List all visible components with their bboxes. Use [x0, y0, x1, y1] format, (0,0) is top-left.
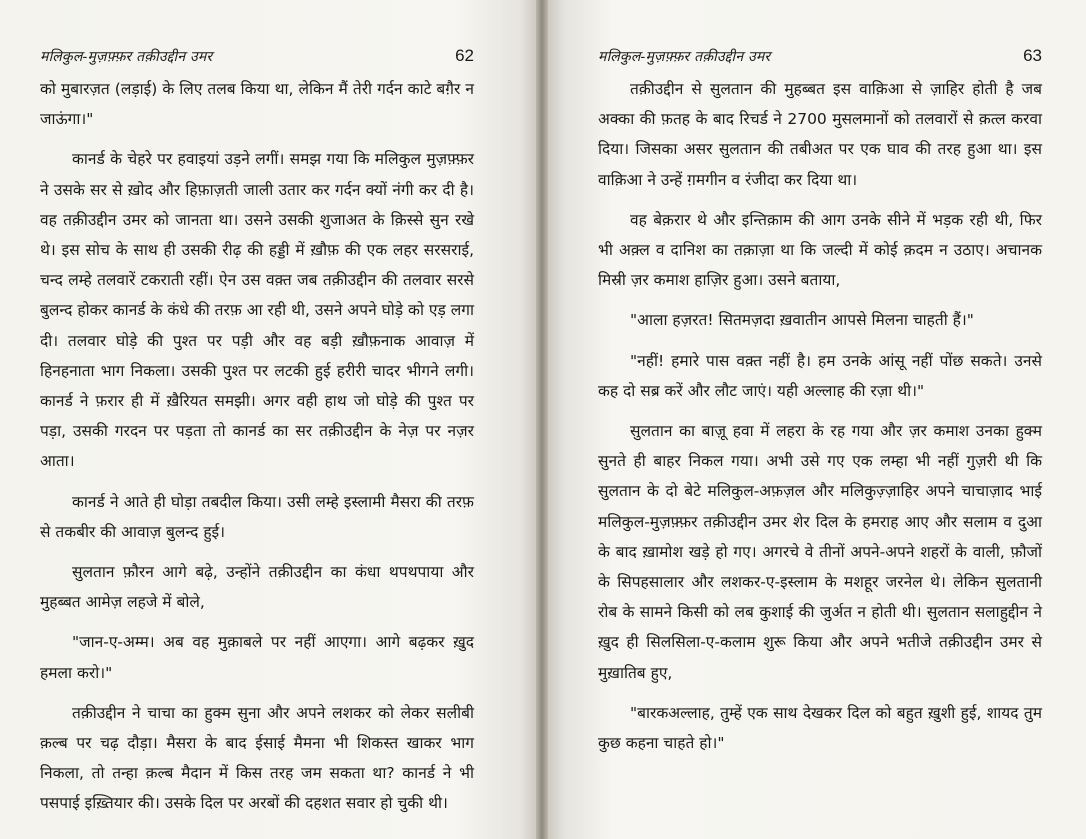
left-running-head: मलिकुल-मुज़फ़्फ़र तक़ीउद्दीन उमर: [40, 49, 213, 65]
right-paragraph-3: "आला हज़रत! सितमज़दा ख़वातीन आपसे मिलना चाहती हैं।": [630, 311, 974, 330]
book-gutter: [536, 0, 548, 839]
left-paragraph-4: सुलतान फ़ौरन आगे बढ़े, उन्होंने तक़ीउद्दीन का कंधा थपथपाया और मुहब्बत आमेज़ लहजे में बोले,: [40, 563, 474, 612]
right-paragraph-1: तक़ीउद्दीन से सुलतान की मुहब्बत इस वाक़िआ से ज़ाहिर होती है जब अक्का की फ़तह के बाद रिचर्ड ने 2700 मुसलमानों को तलवारों से क़त्ल करवा दिया। जिसका असर सुलतान की तबीअत पर एक घाव की तरह हुआ था। इस वाक़िआ ने उन्हें ग़मगीन व रंजीदा कर दिया था।: [598, 80, 1042, 189]
right-paragraph-2: वह बेक़रार थे और इन्तिक़ाम की आग उनके सीने में भड़क रही थी, फिर भी अक़्ल व दानिश का तक़ाज़ा था कि जल्दी में कोई क़दम न उठाए। अचानक मिस्री ज़र कमाश हाज़िर हुआ। उसने बताया,: [598, 210, 1042, 290]
left-paragraph-5: "जान-ए-अम्म। अब वह मुक़ाबले पर नहीं आएगा। आगे बढ़कर ख़ुद हमला करो।": [40, 633, 474, 682]
left-paragraph-2: कानर्ड के चेहरे पर हवाइयां उड़ने लगीं। समझ गया कि मलिकुल मुज़फ़्फ़र ने उसके सर से ख़ोद और हिफ़ाज़ती जाली उतार कर गर्दन क्यों नंगी कर दी है। वह तक़ीउद्दीन उमर को जानता था। उसने उसकी शुजाअत के क़िस्से सुन रखे थे। इस सोच के साथ ही उसकी रीढ़ की हड्डी में ख़ौफ़ की एक लहर सरसराई, चन्द लम्हे तलवारें टकराती रहीं। ऐन उस वक़्त जब तक़ीउद्दीन की तलवार सरसे बुलन्द होकर कानर्ड के कंधे की तरफ़ आ रही थी, उसने अपने घोड़े को एड़ लगा दी। तलवार घोड़े की पुश्त पर पड़ी और वह बड़ी ख़ौफ़नाक आवाज़ में हिनहनाता भाग निकला। उसकी पुश्त पर लटकी हुई हरीरी चादर भीगने लगी। कानर्ड ने फ़रार ही में ख़ैरियत समझी। अगर वही हाथ जो घोड़े की पुश्त पर पड़ा, उसकी गरदन पर पड़ता तो कानर्ड का सर तक़ीउद्दीन के नेज़ पर नज़र आता।: [40, 150, 474, 471]
right-paragraph-4: "नहीं! हमारे पास वक़्त नहीं है। हम उनके आंसू नहीं पोंछ सकते। उनसे कह दो सब्र करें और लौट जाएं। यही अल्लाह की रज़ा थी।": [598, 351, 1042, 400]
left-paragraph-1: को मुबारज़त (लड़ाई) के लिए तलब किया था, लेकिन मैं तेरी गर्दन काटे बग़ैर न जाऊंगा।": [40, 80, 474, 129]
left-page: [0, 0, 536, 839]
left-page-header: [40, 38, 474, 66]
right-paragraph-6: "बारकअल्लाह, तुम्हें एक साथ देखकर दिल को बहुत ख़ुशी हुई, शायद तुम कुछ कहना चाहते हो।": [598, 703, 1042, 753]
right-page-header: [598, 38, 1042, 66]
left-paragraph-3: कानर्ड ने आते ही घोड़ा तबदील किया। उसी लम्हे इस्लामी मैसरा की तरफ़ से तकबीर की आवाज़ बुलन्द हुई।: [40, 492, 474, 541]
right-paragraph-5: सुलतान का बाज़ू हवा में लहरा के रह गया और ज़र कमाश उनका हुक्म सुनते ही बाहर निकल गया। अभी उसे गए एक लम्हा भी नहीं गुज़री थी कि सुलतान के दो बेटे मलिकुल-अफ़ज़ल और मलिकुज़्ज़ाहिर अपने चाचाज़ाद भाई मलिकुल-मुज़फ़्फ़र तक़ीउद्दीन उमर शेर दिल के हमराह आए और सलाम व दुआ के बाद ख़ामोश खड़े हो गए। अगरचे वे तीनों अपने-अपने शहरों के वाली, फ़ौजों के सिपहसालार और लशकर-ए-इस्लाम के मशहूर जरनेल थे। लेकिन सुलतानी रोब के सामने किसी को लब कुशाई की जुर्अत न होती थी। सुलतान सलाहुद्दीन ने ख़ुद ही सिलसिला-ए-कलाम शुरू किया और अपने भतीजे तक़ीउद्दीन उमर से मुख़ातिब हुए,: [598, 422, 1042, 682]
right-page-number: 63: [1023, 46, 1042, 65]
left-paragraph-6: तक़ीउद्दीन ने चाचा का हुक्म सुना और अपने लशकर को लेकर सलीबी क़ल्ब पर चढ़ दौड़ा। मैसरा के बाद ईसाई मैमना भी शिकस्त खाकर भाग निकला, तो तन्हा क़ल्ब मैदान में किस तरह जम सकता था? कानर्ड ने भी पसपाई इख़्तियार की। उसके दिल पर अरबों की दहशत सवार हो चुकी थी।: [40, 703, 474, 813]
right-page: [548, 0, 1086, 839]
right-running-head: मलिकुल-मुज़फ़्फ़र तक़ीउद्दीन उमर: [598, 49, 771, 65]
left-page-number: 62: [455, 46, 474, 65]
